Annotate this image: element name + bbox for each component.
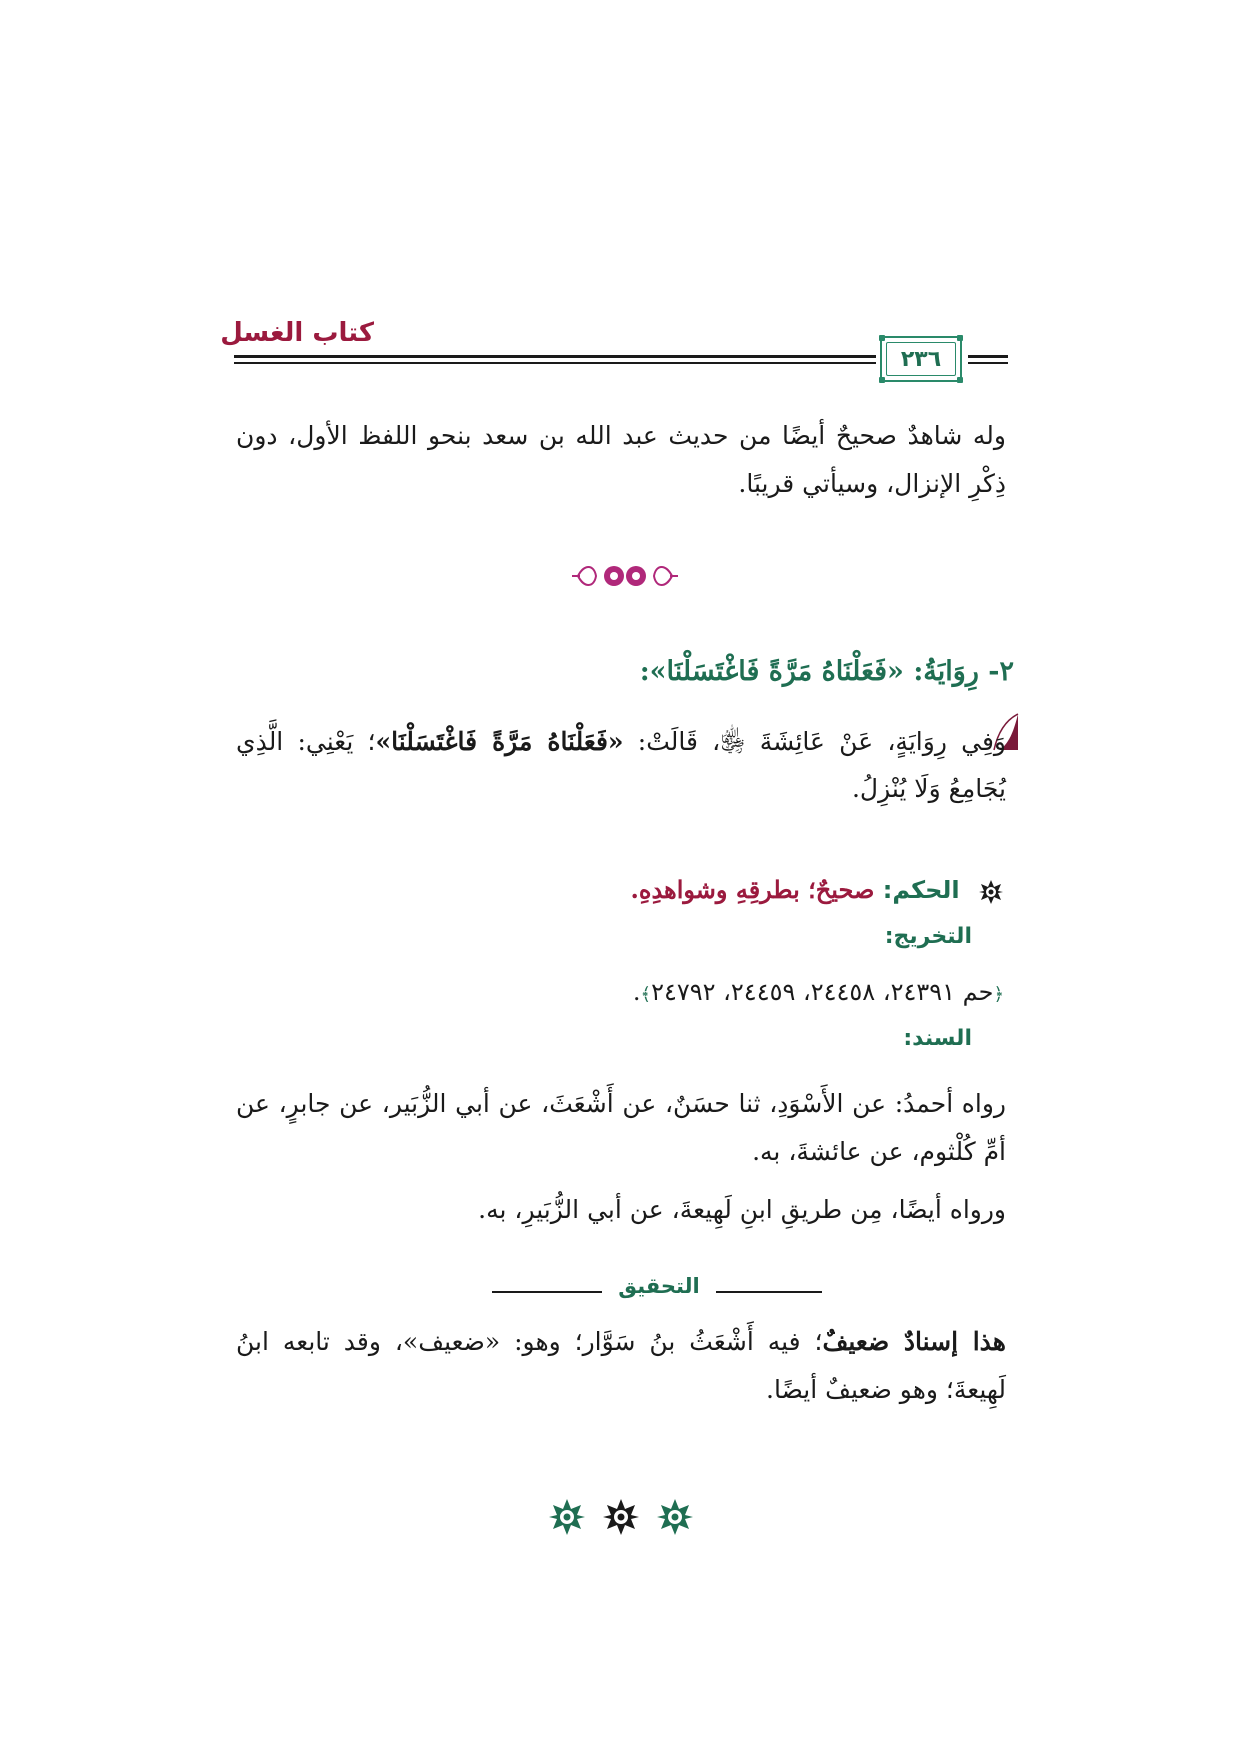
takhrij-label: التخريج: bbox=[884, 924, 972, 949]
badge-corner-icon bbox=[879, 377, 885, 383]
tahqiq-lead: هذا إسنادٌ ضعيفٌ bbox=[822, 1327, 1006, 1356]
badge-corner-icon bbox=[957, 377, 963, 383]
floral-divider-icon bbox=[570, 558, 680, 594]
end-ornaments bbox=[548, 1497, 694, 1537]
close-bracket: ﴾ bbox=[640, 984, 652, 1005]
rosette-black-icon bbox=[602, 1498, 640, 1536]
header-rule-end bbox=[968, 355, 1008, 364]
badge-corner-icon bbox=[879, 335, 885, 341]
ruling-line bbox=[631, 875, 1004, 905]
sanad-paragraph-1: رواه أحمدُ: عن الأَسْوَدِ، ثنا حسَنٌ، عن أَشْعَثَ، عن أبي الزُّبَير، عن جابرٍ، عن أمِّ كُلْثوم، عن عائشةَ، به. bbox=[236, 1089, 1006, 1166]
rosette-icon bbox=[978, 879, 1004, 905]
divider-line bbox=[492, 1291, 602, 1293]
ruling-label: الحكم: bbox=[882, 876, 960, 904]
sanad-label: السند: bbox=[903, 1026, 972, 1051]
tahqiq-label: التحقيق bbox=[612, 1274, 706, 1298]
book-title: كتاب الغسل bbox=[220, 318, 374, 348]
section-heading: ٢- رِوَايَةُ: «فَعَلْنَاهُ مَرَّةً فَاغْتَسَلْنَا»: bbox=[639, 656, 1014, 687]
open-bracket: ﴿ bbox=[993, 984, 1004, 1005]
rosette-green-icon bbox=[548, 1498, 586, 1536]
hadith-text bbox=[236, 718, 1006, 812]
hadith-intro: وَفِي رِوَايَةٍ، عَنْ عَائِشَةَ ﵂، قَالَتْ: bbox=[623, 727, 1006, 756]
page-number: ٢٣٦ bbox=[886, 342, 956, 376]
takhrij-references bbox=[633, 978, 1004, 1006]
page-number-badge bbox=[880, 336, 962, 382]
sanad-paragraph-2: ورواه أيضًا، مِن طريقِ ابنِ لَهِيعةَ، عن أبي الزُّبَيرِ، به. bbox=[478, 1195, 1006, 1224]
reference-numbers: حم ٢٤٣٩١، ٢٤٤٥٨، ٢٤٤٥٩، ٢٤٧٩٢ bbox=[651, 978, 994, 1006]
tahqiq-text: ؛ فيه أَشْعَثُ بنُ سَوَّار؛ وهو: «ضعيف»، وقد تابعه ابنُ لَهِيعةَ؛ وهو ضعيفٌ أيضًا. bbox=[236, 1327, 1006, 1404]
intro-paragraph: وله شاهدٌ صحيحٌ أيضًا من حديث عبد الله بن سعد بنحو اللفظ الأول، دون ذِكْرِ الإنزال، وسيأتي قريبًا. bbox=[236, 421, 1006, 498]
hadith-explanation: ؛ يَعْنِي: الَّذِي يُجَامِعُ وَلَا يُنْزِلُ. bbox=[236, 727, 1006, 803]
tahqiq-divider bbox=[492, 1272, 822, 1312]
header-rule bbox=[234, 355, 876, 364]
badge-corner-icon bbox=[957, 335, 963, 341]
refs-end-mark: . bbox=[632, 978, 641, 1006]
rosette-green-icon bbox=[656, 1498, 694, 1536]
divider-line bbox=[716, 1291, 822, 1293]
ruling-value: صحيحٌ؛ بطرقِهِ وشواهدِهِ. bbox=[630, 875, 875, 904]
tahqiq-paragraph bbox=[236, 1318, 1006, 1414]
hadith-quote: «فَعَلْنَاهُ مَرَّةً فَاغْتَسَلْنَا» bbox=[375, 727, 624, 756]
